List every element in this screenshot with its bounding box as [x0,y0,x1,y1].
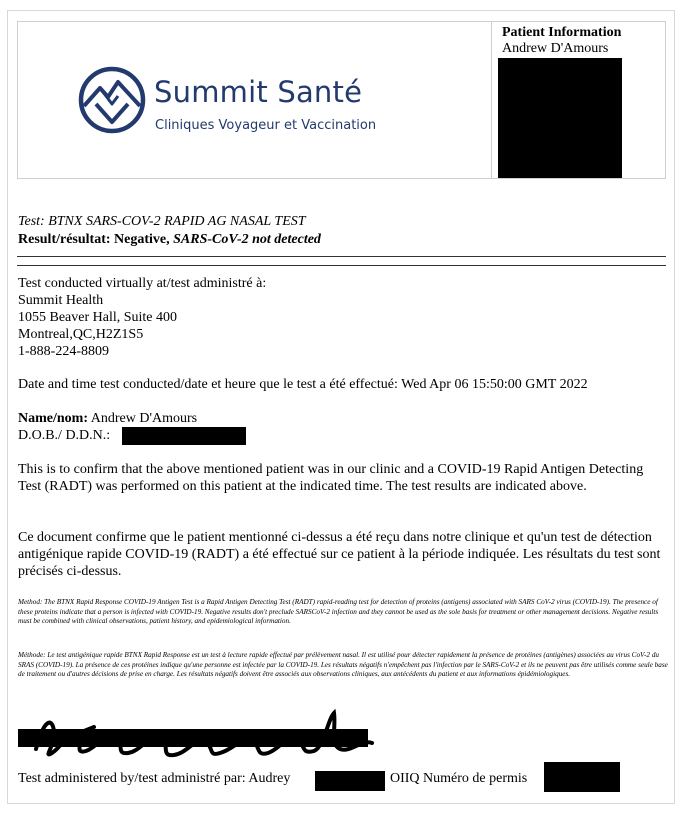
result-detail: SARS-CoV-2 not detected [173,232,321,247]
datetime-line: Date and time test conducted/date et heure que le test a été effectué: Wed Apr 06 15:50:00 GMT 2022 [18,377,588,392]
test-name: Test: BTNX SARS-COV-2 RAPID AG NASAL TEST [18,214,306,229]
confirmation-french: Ce document confirme que le patient mentionné ci-dessus a été reçu dans notre clinique et qu'un test de détection antigénique rapide COVID-19 (RADT) a été effectué sur ce patient à la période indiquée. Les résultats du test sont précisés ci-dessus. [18,530,661,579]
document-page [7,10,675,804]
confirmation-english: This is to confirm that the above mentioned patient was in our clinic and a COVID-19 Rapid Antigen Detecting Test (RADT) was performed on this patient at the indicated time. The test results are indicated above. [18,462,644,494]
administrator-line [18,770,290,787]
method-french: Méthode: Le test antigénique rapide BTNX Rapid Response est un test à lecture rapide effectué par prélèvement nasal. Il est utilisé pour détecter rapidement la présence de protéines (antigènes) associées au virus CoV-2 du SRAS (COVID-19). La présence de ces protéines indique qu'une personne est infectée par la COVID-19. Les résultats négatifs n'empêchent pas l'infection par le SARS-CoV-2 et ils ne peuvent pas être utilisés comme seule base de traitement ou d'autres décisions de prise en charge. Les résultats négatifs doivent être associés aux observations cliniques, aux antécédents du patient et aux informations épidémiologiques. [18,651,668,679]
redacted-patient-details [498,58,622,178]
location-label: Test conducted virtually at/test administré à: [18,276,267,291]
redacted-admin-surname [315,771,385,791]
logo-cell [18,22,491,178]
header-table [17,21,666,179]
patient-info-title: Patient Information [502,25,622,40]
patient-info-name: Andrew D'Amours [502,41,609,56]
name-value: Andrew D'Amours [90,411,198,426]
patient-name-line [18,410,197,427]
redacted-permit-number [544,762,620,792]
permit-label: OIIQ Numéro de permis [390,771,528,786]
dob-label: D.O.B./ D.D.N.: [18,428,111,443]
brand-name: Summit Santé [154,75,363,109]
name-label: Name/nom: [18,411,88,426]
patient-info-cell [491,22,665,178]
result-value: Negative, [114,232,170,247]
dob-line [18,427,110,444]
location-org: Summit Health [18,293,104,308]
admin-first-name: Audrey [248,771,291,786]
divider-top [17,256,666,257]
method-english: Method: The BTNX Rapid Response COVID-19 Antigen Test is a Rapid Antigen Detecting Test (RADT) rapid-reading test for detection of proteins (antigens) associated with SARS CoV-2 virus (COVID-19). The presence of these proteins indicate that a person is infected with COVID-19. Negative results don't preclude SARSCoV-2 infection and they cannot be used as the sole basis for treatment or other management decisions. Negative results must be combined with clinical observations, patient history, and epidemiological information. [18,598,659,626]
result-label: Result/résultat: [18,232,111,247]
redacted-signature [18,729,368,747]
location-phone: 1-888-224-8809 [18,344,109,359]
location-address2: Montreal,QC,H2Z1S5 [18,327,144,342]
location-address1: 1055 Beaver Hall, Suite 400 [18,310,178,325]
test-result [18,231,321,248]
brand-tagline: Cliniques Voyageur et Vaccination [155,118,377,133]
mountain-logo-icon [78,66,146,134]
divider-bottom [17,265,666,266]
admin-label: Test administered by/test administré par: [18,771,246,786]
redacted-dob [122,427,246,445]
